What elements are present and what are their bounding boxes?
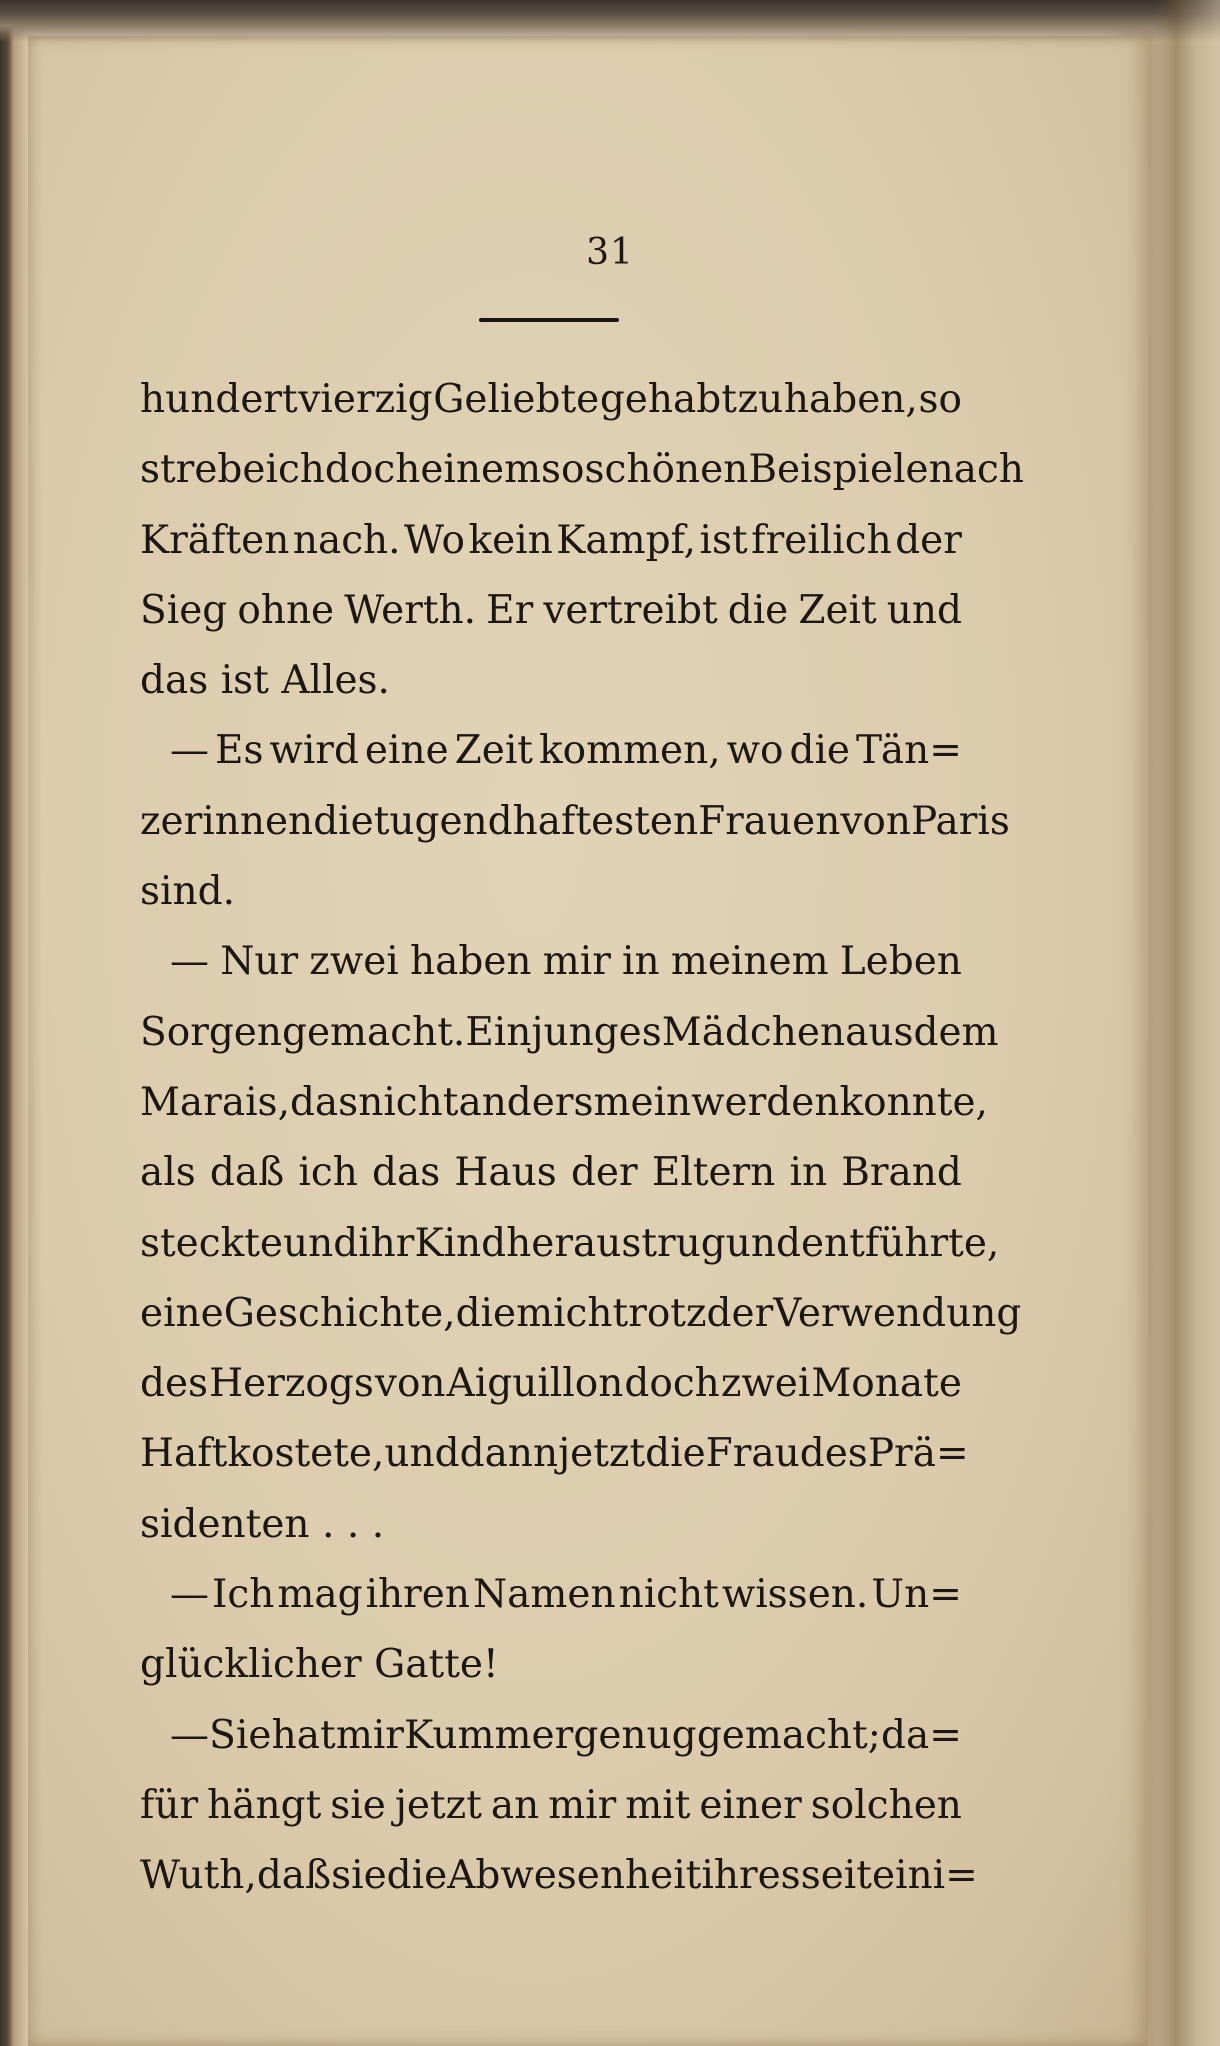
text-line [140, 1419, 969, 1489]
text-line [140, 646, 962, 716]
text-word: Haft [140, 1431, 228, 1477]
text-word: die [386, 1853, 448, 1899]
text-word: Un= [871, 1572, 962, 1618]
text-word: Sieg [140, 587, 228, 633]
text-word: ohne [237, 587, 335, 633]
text-word: zwei [720, 1361, 811, 1407]
text-word: Geliebte [433, 377, 600, 422]
text-word: von [840, 798, 911, 844]
text-word: so [541, 447, 585, 493]
text-line [140, 1490, 962, 1560]
text-word: kommen, [538, 728, 721, 774]
text-line [140, 1209, 1000, 1279]
text-word: von [374, 1361, 446, 1407]
text-word: nach [928, 447, 1024, 493]
text-word: die [645, 1431, 706, 1477]
text-word: ihr [358, 1220, 415, 1266]
text-word: die [727, 587, 789, 633]
text-word: hängt [207, 1782, 322, 1828]
text-word: — [170, 728, 209, 774]
text-word: Monate [811, 1361, 962, 1407]
text-word: Verwendung [773, 1290, 1022, 1336]
text-word: — [170, 1572, 209, 1618]
text-word: glücklicher [140, 1642, 362, 1688]
text-word: junges [531, 1009, 662, 1055]
text-word: für [140, 1782, 199, 1828]
text-line [140, 365, 962, 435]
text-word: Zeit [454, 728, 533, 774]
text-word: werden [691, 1079, 840, 1125]
text-word: ich [265, 447, 325, 493]
text-word: Frau [705, 1431, 800, 1477]
text-word: Ich [212, 1572, 275, 1618]
text-word: die [313, 798, 374, 844]
text-word: eini= [871, 1853, 978, 1899]
text-word: eine [364, 728, 449, 774]
text-word: des [799, 1431, 868, 1477]
text-word: vierzig [298, 377, 433, 422]
text-word: ist [699, 517, 748, 563]
text-word: mir [548, 1782, 617, 1828]
text-word: das [371, 1150, 441, 1196]
text-word: meinem [670, 939, 829, 985]
text-word: aus [845, 1009, 914, 1055]
text-word: strebe [140, 447, 266, 493]
right-page-edge [1156, 0, 1220, 2046]
text-word: kostete, [227, 1431, 385, 1477]
text-word: Paris [911, 798, 1010, 844]
text-word: mein [593, 1079, 692, 1125]
text-word: in [622, 939, 660, 985]
text-word: Kummer [404, 1712, 574, 1758]
text-word: sind. [140, 869, 235, 915]
top-binding-edge [0, 0, 1220, 42]
text-word: ihren [365, 1572, 471, 1618]
text-word: der [706, 1290, 774, 1336]
text-word: Kampf, [556, 517, 697, 563]
text-line [140, 1560, 962, 1630]
text-word: mit [625, 1782, 691, 1828]
text-word: mir [335, 1712, 404, 1758]
text-word: Herzogs [209, 1361, 374, 1407]
text-word: haben [409, 939, 532, 985]
text-line [140, 857, 962, 927]
text-word: des [140, 1361, 209, 1407]
text-word: dem [913, 1009, 999, 1055]
text-word: — [170, 939, 209, 985]
text-word: doch [624, 1361, 720, 1407]
text-word: wo [726, 728, 784, 774]
text-word: entführte, [800, 1220, 1000, 1266]
text-word: daß [209, 1150, 285, 1196]
text-word: Gatte! [374, 1642, 499, 1688]
text-word: Werth. [344, 587, 477, 633]
text-word: und [886, 587, 962, 633]
text-word: so [918, 377, 962, 422]
body-text [140, 365, 1024, 1912]
text-word: anders [458, 1079, 594, 1125]
text-word: und [725, 1220, 801, 1266]
text-line [140, 1701, 962, 1771]
text-word: hat [271, 1712, 336, 1758]
text-word: Beispiele [748, 447, 929, 493]
text-word: die [789, 728, 851, 774]
text-word: Ein [465, 1009, 532, 1055]
text-line [140, 576, 962, 646]
text-word: die [455, 1290, 517, 1336]
text-word: ihres [701, 1853, 801, 1899]
text-word: trotz [612, 1290, 707, 1336]
text-word: einer [699, 1782, 802, 1828]
text-word: genug [573, 1712, 697, 1758]
text-line [140, 1138, 962, 1208]
text-word: Es [214, 728, 264, 774]
text-word: Aiguillon [446, 1361, 624, 1407]
text-line [140, 787, 1010, 857]
text-word: zwei [309, 939, 399, 985]
text-word: zerinnen [140, 798, 314, 844]
text-line [140, 506, 962, 576]
text-word: daß [256, 1853, 332, 1899]
text-word: und [283, 1220, 359, 1266]
text-word: Kind [414, 1220, 507, 1266]
text-line [140, 1630, 962, 1700]
text-word: Brand [841, 1150, 962, 1196]
text-word: Marais, [140, 1079, 290, 1125]
text-word: freilich [751, 517, 892, 563]
text-word: das [289, 1079, 359, 1125]
text-word: steckte [140, 1220, 283, 1266]
text-word: mir [542, 939, 611, 985]
text-word: Nur [220, 939, 299, 985]
text-word: Wo [404, 517, 465, 563]
text-word: Geschichte, [223, 1290, 456, 1336]
text-word: Leben [839, 939, 962, 985]
text-word: mag [277, 1572, 363, 1618]
text-word: doch [324, 447, 421, 493]
text-word: sie [331, 1853, 387, 1899]
text-word: als [140, 1150, 196, 1196]
text-word: sidenten [140, 1501, 310, 1547]
text-line [140, 998, 999, 1068]
text-word: Sorgen [140, 1009, 283, 1055]
text-word: Tän= [856, 728, 962, 774]
text-word: Kräften [140, 517, 290, 563]
text-word: gehabt [599, 377, 737, 422]
text-word: Abwesenheit [447, 1853, 702, 1899]
text-word: da= [881, 1712, 962, 1758]
text-word: seit [800, 1853, 872, 1899]
text-word: Wuth, [140, 1853, 257, 1899]
text-word: jetzt [394, 1782, 482, 1828]
text-word: konnte, [839, 1079, 988, 1125]
text-word: Namen [473, 1572, 616, 1618]
text-word: ich [298, 1150, 358, 1196]
text-word: Alles. [281, 658, 390, 704]
text-word: — [170, 1712, 209, 1758]
text-word: wissen. [721, 1572, 869, 1618]
text-word: hundert [140, 377, 298, 422]
text-word: das [140, 658, 209, 704]
text-word: Eltern [651, 1150, 776, 1196]
text-word: vertreibt [543, 587, 718, 633]
text-word: tugendhaftesten [373, 798, 699, 844]
text-line [140, 716, 962, 786]
text-word: gemacht. [282, 1009, 466, 1055]
text-line [140, 1771, 962, 1841]
text-word: Er [486, 587, 534, 633]
text-word: solchen [810, 1782, 962, 1828]
text-word: wird [269, 728, 359, 774]
text-word: ist [220, 658, 269, 704]
text-word: der [895, 517, 962, 563]
text-line [140, 435, 1024, 505]
text-word: zu [737, 377, 784, 422]
text-word: eine [140, 1290, 224, 1336]
text-line [140, 1279, 1022, 1349]
header-rule [479, 318, 619, 322]
text-word: kein [468, 517, 553, 563]
text-word: einem [420, 447, 542, 493]
text-word: . [322, 1501, 335, 1547]
text-word: nicht [618, 1572, 719, 1618]
text-word: Haus [454, 1150, 557, 1196]
text-word: dann [459, 1431, 559, 1477]
text-word: sie [330, 1782, 386, 1828]
text-word: der [570, 1150, 638, 1196]
text-word: mich [516, 1290, 613, 1336]
text-line [140, 1841, 978, 1911]
text-word: nicht [358, 1079, 459, 1125]
text-line [140, 1349, 962, 1419]
text-word: und [384, 1431, 460, 1477]
text-word: Frauen [698, 798, 841, 844]
text-word: haben, [783, 377, 918, 422]
text-word: gemacht; [696, 1712, 881, 1758]
text-line [140, 927, 962, 997]
text-word: Sie [209, 1712, 272, 1758]
text-word: Prä= [867, 1431, 969, 1477]
text-word: . [346, 1501, 360, 1547]
text-word: heraustrug [506, 1220, 726, 1266]
text-word: jetzt [558, 1431, 646, 1477]
text-word: schönen [584, 447, 749, 493]
text-word: . [371, 1501, 385, 1547]
text-line [140, 1068, 988, 1138]
page-number: 31 [586, 232, 634, 273]
text-word: in [789, 1150, 828, 1196]
text-word: Zeit [798, 587, 877, 633]
text-word: nach. [292, 517, 401, 563]
text-word: an [490, 1782, 540, 1828]
text-word: Mädchen [661, 1009, 846, 1055]
